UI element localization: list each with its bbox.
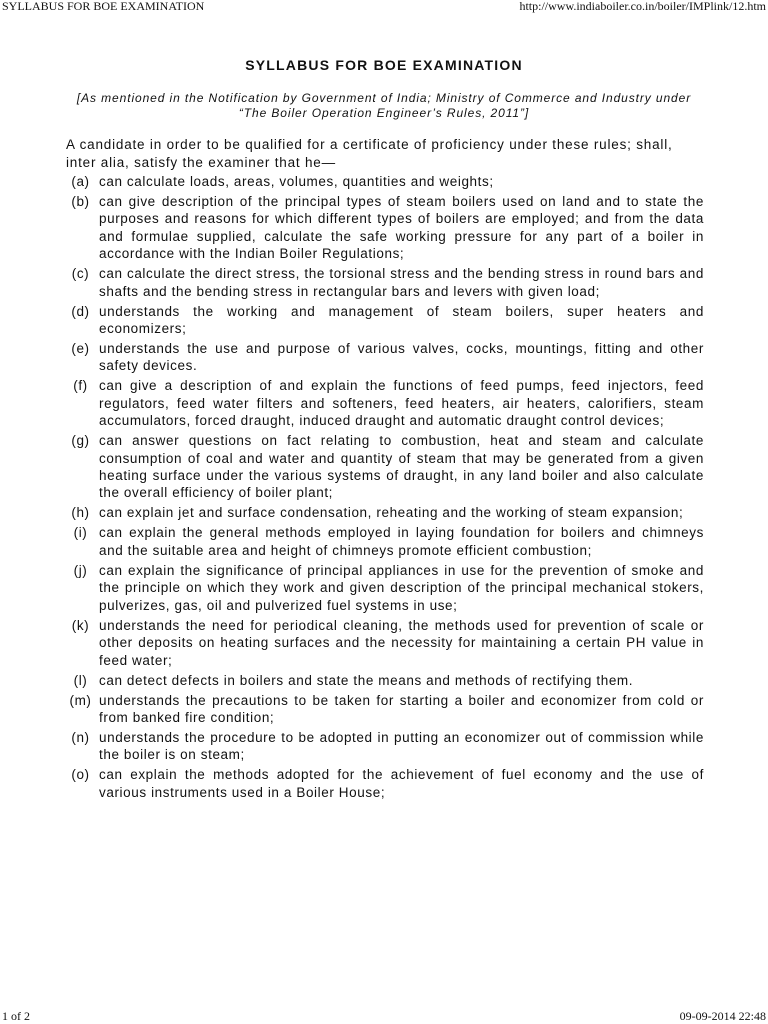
print-datetime: 09-09-2014 22:48 (679, 1009, 766, 1023)
list-item (62, 193, 704, 263)
list-item (62, 766, 704, 801)
list-item-text: can explain the general methods employed in laying foundation for boilers and chimneys and the suitable area and height of chimneys promote efficient combustion; (99, 525, 704, 558)
print-footer (0, 1009, 768, 1024)
list-item-text: can explain the significance of principal appliances in use for the prevention of smoke and the principle on which they work and given description of the principal mechanical stokers, pulverizes, gas, oil and pulverized fuel systems in use; (99, 562, 704, 613)
list-item (62, 265, 704, 300)
list-item-text: can give description of the principal types of steam boilers used on land and to state the purposes and reasons for which different types of boilers are employed; and from the data and formulae supplied, calculate the safe working pressure for any part of a boiler in accordance with the Indian Boiler Regulations; (99, 194, 704, 262)
list-item-label: (b) (71, 194, 90, 209)
subtitle-line-1: [As mentioned in the Notification by Government of India; Ministry of Commerce and Industry under (76, 91, 692, 105)
list-item-text: understands the procedure to be adopted in putting an economizer out of commission while the boiler is on steam; (99, 729, 704, 763)
list-item-text: understands the need for periodical cleaning, the methods used for prevention of scale or other deposits on heating surfaces and the necessity for maintaining a certain PH value in feed water; (99, 617, 704, 668)
list-item-label: (o) (71, 767, 90, 783)
list-item (62, 173, 704, 190)
page-subtitle (40, 91, 728, 121)
list-item-label: (n) (71, 729, 90, 745)
list-item-label: (a) (71, 174, 90, 189)
list-item-text: can explain jet and surface condensation, reheating and the working of steam expansion; (99, 505, 684, 521)
list-item-label: (c) (71, 266, 90, 282)
list-item-label: (g) (71, 433, 90, 449)
list-item-label: (d) (71, 303, 90, 319)
list-item (62, 617, 704, 669)
list-item-label: (m) (69, 692, 92, 708)
list-item-label: (f) (73, 378, 88, 394)
list-item (62, 303, 704, 338)
list-item-text: can detect defects in boilers and state the means and methods of rectifying them. (99, 672, 634, 688)
list-item-label: (l) (73, 672, 88, 688)
list-item-text: understands the precautions to be taken for starting a boiler and economizer from cold or from banked fire condition; (99, 692, 704, 725)
list-item (62, 504, 704, 521)
intro-paragraph: A candidate in order to be qualified for a certificate of proficiency under these rules; shall, inter alia, satisfy the examiner that he— (66, 137, 673, 170)
list-item (62, 692, 704, 727)
list-item (62, 729, 704, 764)
print-header (0, 0, 768, 14)
list-item (62, 524, 704, 559)
list-item-text: can calculate the direct stress, the torsional stress and the bending stress in round bars and shafts and the bending stress in rectangular bars and levers with given load; (99, 266, 704, 299)
list-item-text: can calculate loads, areas, volumes, quantities and weights; (99, 174, 494, 189)
list-item (62, 340, 704, 375)
list-item (62, 672, 704, 689)
list-item-text: can give a description of and explain the functions of feed pumps, feed injectors, feed regulators, feed water filters and softeners, feed heaters, air heaters, calorifiers, steam accumulators, forced draught, induced draught and automatic draught control devices; (99, 378, 704, 429)
list-item-label: (h) (71, 505, 90, 521)
list-item-label: (k) (71, 617, 90, 633)
list-item (62, 432, 704, 502)
list-item-label: (j) (73, 562, 88, 578)
list-item (62, 562, 704, 614)
list-item-label: (e) (71, 341, 90, 357)
page-title: SYLLABUS FOR BOE EXAMINATION (245, 57, 523, 73)
subtitle-line-2: “The Boiler Operation Engineer’s Rules, 2011”] (238, 106, 530, 120)
list-item (62, 377, 704, 429)
list-item-text: can explain the methods adopted for the achievement of fuel economy and the use of various instruments used in a Boiler House; (99, 767, 704, 800)
print-header-url: http://www.indiaboiler.co.in/boiler/IMPlink/12.htm (519, 0, 766, 13)
print-header-title: SYLLABUS FOR BOE EXAMINATION (2, 0, 205, 13)
list-item-text: understands the use and purpose of various valves, cocks, mountings, fitting and other safety devices. (99, 341, 704, 374)
list-item-text: can answer questions on fact relating to combustion, heat and steam and calculate consumption of coal and water and quantity of steam that may be generated from a given heating surface under the various systems of draught, in any land boiler and also calculate the overall efficiency of boiler plant; (99, 433, 704, 501)
page-number: 1 of 2 (2, 1009, 30, 1023)
list-item-label: (i) (73, 525, 88, 541)
list-item-text: understands the working and management of steam boilers, super heaters and economizers; (99, 303, 704, 337)
syllabus-list (62, 173, 704, 804)
